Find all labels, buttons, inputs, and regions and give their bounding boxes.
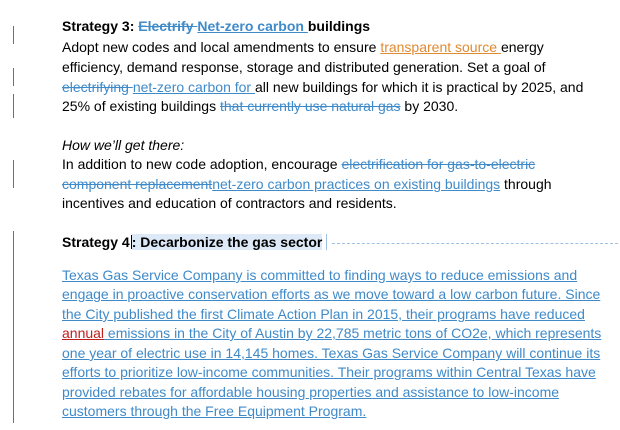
paragraph-line[interactable] [62,344,618,364]
body-text: incentives and education of contractors and residents. [62,195,397,211]
subheading-text: How we’ll get there: [62,137,185,153]
body-text: 25% of existing buildings [62,98,220,114]
deleted-text[interactable]: electrification for gas-to-electric [341,156,536,172]
paragraph-line[interactable] [62,97,618,117]
inserted-text[interactable]: net-zero carbon for [132,79,255,95]
comment-connector [332,243,618,244]
paragraph-line[interactable] [62,155,618,175]
inserted-text: efforts to prioritize low-income communities. Their programs within Central Texas have [62,364,596,380]
paragraph-line[interactable] [62,363,618,383]
paragraph-line[interactable] [62,58,618,78]
change-bar [13,160,14,188]
paragraph-line[interactable] [62,78,618,98]
comment-anchor [326,234,327,250]
change-bar [13,68,14,86]
selected-text[interactable]: : Decarbonize the gas sector [131,234,323,250]
inserted-text: customers through the Free Equipment Program. [62,403,367,419]
body-text: efficiency, demand response, storage and distributed generation. Set a goal of [62,59,546,75]
inserted-text: provided rebates for affordable housing properties and assistance to low-income [62,384,560,400]
inserted-text-red[interactable]: annual [62,325,105,341]
body-text: Adopt new codes and local amendments to ensure [62,39,381,55]
paragraph-line[interactable] [62,175,618,195]
paragraph-line[interactable] [62,266,618,286]
inserted-text: emissions in the City of Austin by 22,785 metric tons of CO2e, which represents [104,325,602,341]
paragraph-line[interactable] [62,383,618,403]
change-bar [13,94,14,118]
paragraph-line[interactable] [62,285,618,305]
inserted-text: the City published the first Climate Action Plan in 2015, their programs have reduced [62,306,585,322]
body-text: by 2030. [400,98,459,114]
strategy3-heading[interactable] [62,17,618,37]
deleted-text[interactable]: component replacement [62,176,213,192]
body-text: In addition to new code adoption, encourage [62,156,342,172]
deleted-text[interactable]: that currently use natural gas [220,98,401,114]
inserted-text: one year of electric use in 14,145 homes. Texas Gas Service Company will continue its [62,345,601,361]
heading-text: Strategy 3: [62,18,139,34]
heading-text: Strategy 4 [62,234,130,250]
inserted-text: Texas Gas Service Company is committed to finding ways to reduce emissions and [62,267,578,283]
inserted-text: engage in proactive conservation efforts as we move toward a low carbon future. Since [62,286,601,302]
paragraph-line[interactable] [62,194,618,214]
deleted-text[interactable]: electrifying [62,79,133,95]
paragraph-line[interactable] [62,38,618,58]
paragraph-line[interactable] [62,305,618,325]
paragraph-line[interactable] [62,324,618,344]
change-bar [13,231,14,423]
subheading[interactable] [62,136,618,156]
body-text: all new buildings for which it is practical by 2025, and [254,79,584,95]
inserted-text[interactable]: transparent source [380,39,501,55]
body-text: energy [500,39,544,55]
body-text: through [500,176,552,192]
deleted-text[interactable]: Electrify [138,18,198,34]
paragraph-line[interactable] [62,402,618,422]
heading-text: buildings [307,18,371,34]
inserted-text[interactable]: net-zero carbon practices on existing buildings [212,176,501,192]
change-bar [13,26,14,44]
inserted-text[interactable]: Net-zero carbon [197,18,308,34]
